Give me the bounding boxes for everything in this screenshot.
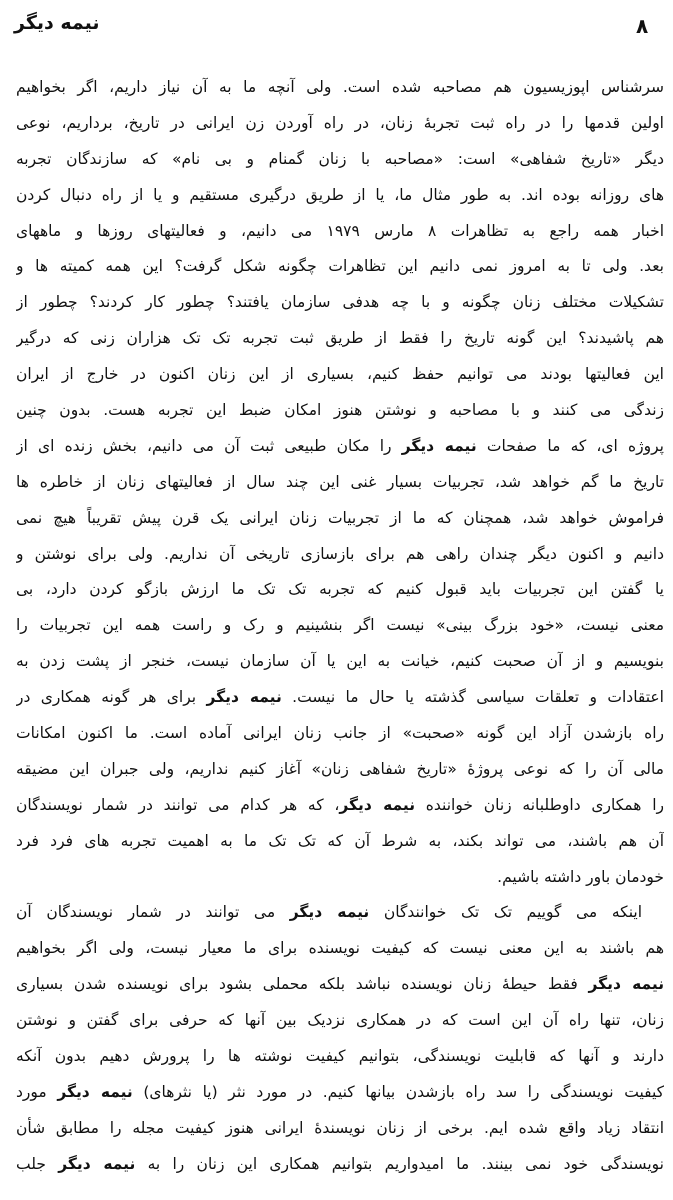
text-line [16, 608, 664, 644]
paragraph [16, 70, 664, 895]
text-line [16, 680, 664, 716]
magazine-name: نیمه دیگر [289, 903, 370, 922]
text-segment: آن هم باشند، می تواند بکند، به شرط آن که تک تک ما به اهمیت تجربه های فرد فرد [16, 831, 664, 850]
text-line [16, 321, 664, 357]
text-segment: را مکان طبیعی ثبت آن می دانیم، بخش زنده ای از [16, 436, 402, 455]
text-segment: مورد [16, 1082, 58, 1101]
text-segment: هم باشند به این معنی نیست که کیفیت نویسنده برای ما معیار نیست، ولی اگر بخواهیم [16, 939, 664, 958]
text-segment: زنان، تنها راه آن این است که در همکاری نزدیک بین آنها که حرفی برای گفتن و نوشتن [16, 1011, 664, 1030]
text-line [16, 393, 664, 429]
text-segment: راه بازشدن آزاد این گونه «صحبت» از جانب زنان ایرانی آماده است. ما اکنون امکانات [16, 724, 664, 743]
text-line [16, 429, 664, 465]
text-segment: خودمان باور داشته باشیم. [497, 867, 664, 886]
text-line [16, 465, 664, 501]
text-line [16, 537, 664, 573]
text-segment: اینکه می گوییم تک تک خوانندگان [369, 903, 643, 922]
text-segment: پروژه ای، که ما صفحات [476, 436, 664, 455]
magazine-name: نیمه دیگر [339, 795, 416, 814]
text-segment: معنی نیست، «خود بزرگ بینی» نیست اگر بنشینیم و رک و راست همه این تجربیات را [16, 616, 664, 635]
text-line [16, 644, 664, 680]
text-line [16, 106, 664, 142]
text-line [16, 931, 664, 967]
text-segment: بعد. ولی تا به امروز نمی دانیم این تظاهرات چگونه شکل گرفت؟ این همه کمیته ها و [16, 257, 664, 276]
text-segment: اولین قدمها را در راه ثبت تجربهٔ زنان، در راه آوردن زن ایرانی در تاریخ، برداریم، نوعی [16, 113, 664, 132]
text-segment: سرشناس اپوزیسیون هم مصاحبه شده است. ولی آنچه ما به آن نیاز داریم، اگر بخواهیم [16, 78, 664, 96]
magazine-name: نیمه دیگر [206, 688, 282, 707]
text-segment: بنویسیم و از آن صحبت کنیم، خیانت به این یا آن سازمان نیست، خنجر از پشت زدن به [16, 652, 664, 671]
text-segment: های روزانه بوده اند. به طور مثال ما، یا از طریق درگیری مستقیم و یا از راه دنبال کردن [16, 185, 664, 204]
text-segment: نویسندگی خود نمی بینند. ما امیدواریم بتوانیم همکاری این زنان را به [135, 1154, 664, 1173]
text-line [16, 501, 664, 537]
text-segment: برای هر گونه همکاری در [16, 688, 207, 707]
text-line [16, 285, 664, 321]
text-segment: ، که هر کدام می توانند در شمار نویسندگان [16, 795, 340, 814]
running-title: نیمه دیگر [14, 12, 100, 34]
text-line [16, 249, 664, 285]
magazine-name: نیمه دیگر [588, 975, 664, 994]
text-line [16, 1039, 664, 1075]
paragraph [16, 895, 664, 1182]
text-line [16, 70, 664, 106]
text-line [16, 357, 664, 393]
text-line [16, 967, 664, 1003]
magazine-name: نیمه دیگر [401, 436, 477, 455]
text-line [16, 142, 664, 178]
text-line [16, 214, 664, 250]
text-segment: مالی آن را که نوعی پروژهٔ «تاریخ شفاهی زنان» آغاز کنیم نداریم، ولی جبران این مضیقه [16, 759, 664, 778]
text-segment: فراموش خواهد شد، همچنان که ما از تجربیات زنان ایرانی یک قرن پیش تقریباً هیچ نمی [16, 508, 664, 527]
text-segment: دانیم و اکنون دیگر چندان راهی هم برای بازسازی تاریخی آن نداریم. ولی برای نوشتن و [16, 544, 664, 563]
text-line [16, 752, 664, 788]
text-segment: هم پاشیدند؟ این گونه تاریخ را فقط از طریق ثبت تجربه تک تک هزاران زنی که درگیر [16, 329, 664, 348]
text-line [16, 1147, 664, 1183]
text-segment: زندگی می کنند و با مصاحبه و نوشتن هنوز امکان ضبط این تجربه هست. بدون چنین [16, 401, 664, 420]
text-segment: فقط حیطهٔ زنان نویسنده نباشد بلکه محملی بشود برای نویسنده شدن بسیاری [16, 975, 589, 994]
text-line [16, 1003, 664, 1039]
text-line [16, 1075, 664, 1111]
magazine-name: نیمه دیگر [57, 1082, 133, 1101]
text-segment: جلب [16, 1154, 59, 1173]
text-segment: دارند و آنها که قابلیت نویسندگی، بتوانیم کیفیت نوشته ها را پرورش دهیم بدون آنکه [16, 1047, 664, 1066]
text-segment: تشکیلات مختلف زنان چگونه و با چه هدفی سازمان یافتند؟ چطور کار کردند؟ چطور از [16, 293, 664, 312]
text-segment: کیفیت نویسندگی را سد راه بازشدن بیانها کنیم. در مورد نثر (یا نثرهای) [132, 1082, 664, 1101]
text-line [16, 788, 664, 824]
text-line [16, 1111, 664, 1147]
text-segment: می توانند در شمار نویسندگان آن [16, 903, 290, 922]
document-body [16, 70, 664, 1183]
text-line [16, 895, 664, 931]
text-segment: این فعالیتها بودند می توانیم حفظ کنیم، بسیاری از این زنان اکنون در خارج از ایران [16, 365, 664, 384]
text-line [16, 824, 664, 860]
page-header [0, 6, 673, 46]
page-number: ۸ [636, 14, 649, 38]
text-segment: انتقاد زیاد واقع شده ایم. برخی از زنان نویسندهٔ ایرانی هنوز کیفیت مجله را مطابق شأن [16, 1118, 664, 1137]
text-line [16, 572, 664, 608]
text-segment: اخبار همه راجع به تظاهرات ۸ مارس ۱۹۷۹ می دانیم، و فعالیتهای روزها و ماههای [16, 221, 664, 240]
text-segment: اعتقادات و تعلقات سیاسی گذشته یا حال ما نیست. [281, 688, 664, 707]
text-line [16, 860, 664, 896]
magazine-name: نیمه دیگر [58, 1154, 136, 1173]
text-line [16, 178, 664, 214]
text-segment: دیگر «تاریخ شفاهی» است: «مصاحبه با زنان گمنام و بی نام» که سازندگان تجربه [16, 149, 664, 168]
text-segment: یا گفتن این تجربیات باید قبول کنیم که تجربه تک تک ما ارزش بازگو کردن دارد، بی [16, 580, 664, 599]
text-segment: را همکاری داوطلبانه زنان خواننده [415, 795, 664, 814]
text-line [16, 716, 664, 752]
text-segment: تاریخ ما گم خواهد شد، تجربیات بسیار غنی این چند سال از فعالیتهای زنان از خاطره ها [16, 472, 664, 491]
